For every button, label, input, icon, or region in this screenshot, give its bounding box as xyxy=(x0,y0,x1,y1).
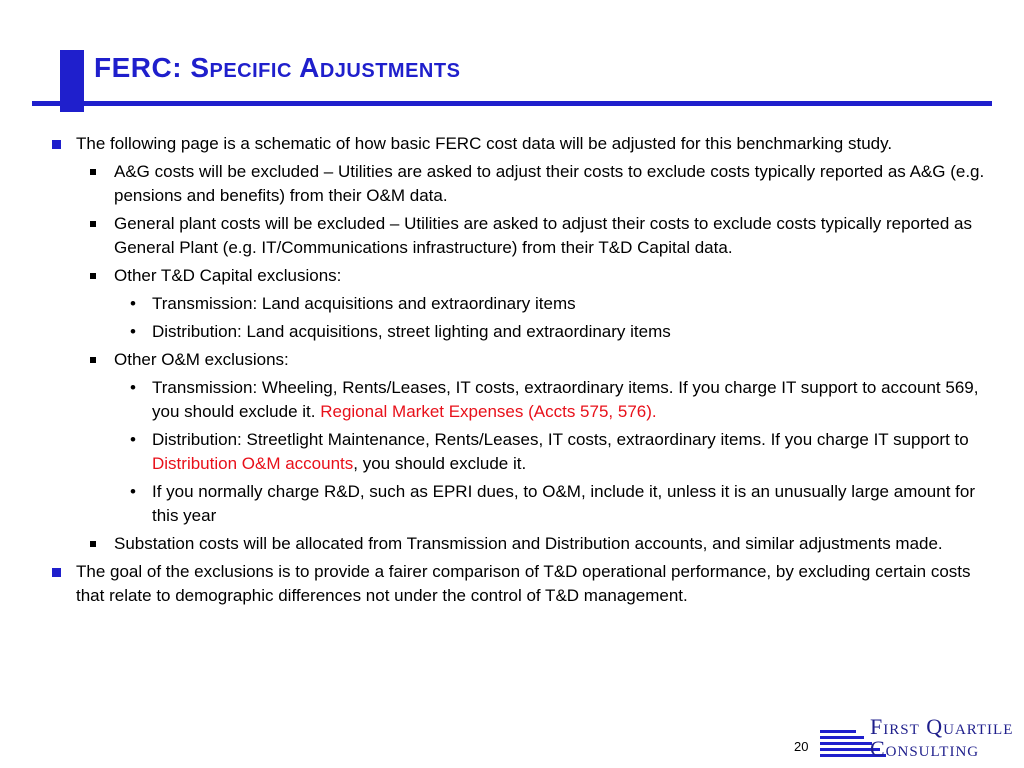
logo-line1: First Quartile xyxy=(870,714,1014,739)
bullet-text: A&G costs will be excluded – Utilities are asked to adjust their costs to exclude costs typically reported as A&G (e.g. pensions and benefits) from their O&M data. xyxy=(114,162,985,205)
dot-bullet-icon: • xyxy=(130,378,136,397)
highlight-text: Regional Market Expenses (Accts 575, 576). xyxy=(320,402,657,421)
bullet-level2 xyxy=(48,348,988,372)
dot-bullet-icon: • xyxy=(130,294,136,313)
bullet-level2 xyxy=(48,532,988,556)
bullet-text: The following page is a schematic of how basic FERC cost data will be adjusted for this benchmarking study. xyxy=(76,134,893,153)
bullet-level1 xyxy=(48,132,988,156)
title-underline xyxy=(32,101,992,106)
bullet-text: Distribution: Land acquisitions, street lighting and extraordinary items xyxy=(152,322,671,341)
bullet-text: Transmission: Land acquisitions and extraordinary items xyxy=(152,294,576,313)
dot-bullet-icon: • xyxy=(130,482,136,501)
bullet-level2 xyxy=(48,264,988,288)
bullet-level3 xyxy=(48,480,988,528)
bullet-text-part: Distribution: Streetlight Maintenance, Rents/Leases, IT costs, extraordinary items. If you charge IT support to xyxy=(152,430,969,449)
dot-bullet-icon: • xyxy=(130,430,136,449)
bullet-content xyxy=(48,132,988,612)
square-bullet-icon xyxy=(90,357,96,363)
square-bullet-icon xyxy=(90,541,96,547)
bullet-text: If you normally charge R&D, such as EPRI dues, to O&M, include it, unless it is an unusually large amount for this year xyxy=(152,482,975,525)
square-bullet-icon xyxy=(90,273,96,279)
bullet-text xyxy=(152,430,969,473)
square-bullet-icon xyxy=(52,140,61,149)
bullet-level3 xyxy=(48,320,988,344)
bullet-level3 xyxy=(48,292,988,316)
slide-title: FERC: Specific Adjustments xyxy=(94,52,461,83)
bullet-text: Substation costs will be allocated from Transmission and Distribution accounts, and similar adjustments made. xyxy=(114,534,943,553)
bullet-level2 xyxy=(48,212,988,260)
bullet-level3 xyxy=(48,376,988,424)
bullet-text xyxy=(152,378,978,421)
bullet-level3 xyxy=(48,428,988,476)
square-bullet-icon xyxy=(52,568,61,577)
square-bullet-icon xyxy=(90,169,96,175)
company-logo xyxy=(820,716,1020,760)
bullet-text-part: Transmission: Wheeling, Rents/Leases, IT costs, extraordinary items. If you charge IT support to account 569, you should exclude it. xyxy=(152,378,979,421)
bullet-text: Other O&M exclusions: xyxy=(114,350,289,369)
bullet-level1 xyxy=(48,560,988,608)
bullet-text-part: , you should exclude it. xyxy=(353,454,527,473)
dot-bullet-icon: • xyxy=(130,322,136,341)
highlight-text: Distribution O&M accounts xyxy=(152,454,354,473)
bullet-text: General plant costs will be excluded – Utilities are asked to adjust their costs to exclude costs typically reported as General Plant (e.g. IT/Communications infrastructure) from their T&D Capital data. xyxy=(114,214,972,257)
bullet-text: Other T&D Capital exclusions: xyxy=(114,266,342,285)
logo-line2: Consulting xyxy=(870,736,980,761)
square-bullet-icon xyxy=(90,221,96,227)
bullet-level2 xyxy=(48,160,988,208)
page-number: 20 xyxy=(794,739,809,754)
bullet-text: The goal of the exclusions is to provide a fairer comparison of T&D operational performance, by excluding certain costs that relate to demographic differences not under the control of T&D management. xyxy=(76,562,971,605)
